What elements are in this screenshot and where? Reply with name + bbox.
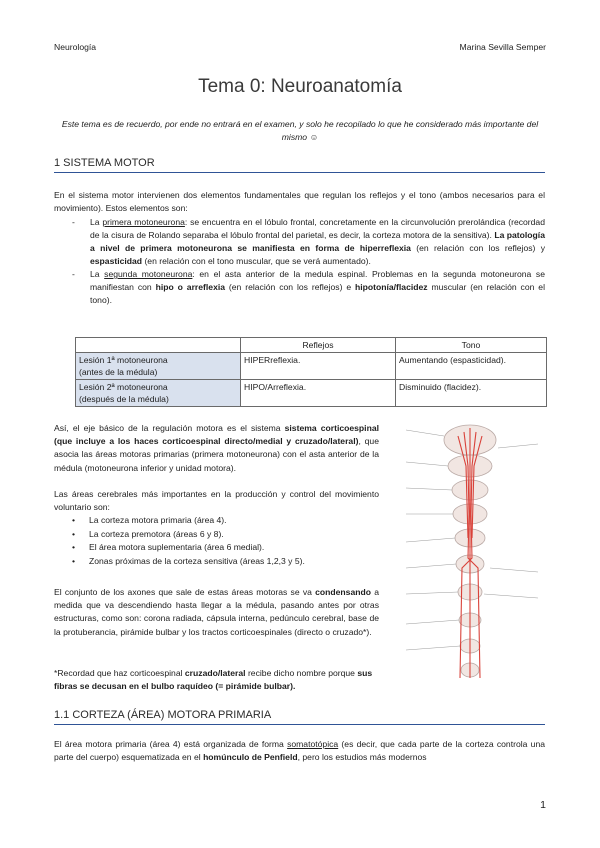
bullet-text: La corteza motora primaria (área 4).	[89, 515, 227, 525]
cell-reflejos: HIPO/Arreflexia.	[241, 380, 396, 407]
areas-intro-paragraph: Las áreas cerebrales más importantes en la producción y control del movimiento voluntario son:	[54, 489, 379, 513]
bullet-icon: •	[72, 528, 76, 539]
text: : en el asta anterior de la medula espinal. Problemas en la segunda motoneurona se manifiestan con	[90, 269, 545, 292]
cell-tono: Aumentando (espasticidad).	[396, 353, 547, 380]
section-intro-paragraph: En el sistema motor intervienen dos elementos fundamentales que regulan los reflejos y el tono (ambos necesarios para el movimiento). Estos elementos son:	[54, 190, 545, 213]
row-label-line: (después de la médula)	[79, 394, 169, 404]
section-heading-sistema-motor: 1 SISTEMA MOTOR	[54, 157, 545, 173]
bold-text: condensando	[315, 587, 371, 597]
text: (en relación con el tono muscular, que se verá aumentado).	[142, 256, 371, 266]
bullet-icon: •	[72, 542, 76, 552]
text: a medida que va descendiendo hasta llegar a la médula, pasando antes por otras estructuras, como son: corona radiada, cápsula interna, pedúnculo cerebral, base de la protuberancia, pirámide bulbar y los tractos corticoespinales (directo o cruzado*).	[54, 587, 379, 637]
motoneuron-list	[72, 216, 545, 307]
text: , pero los estudios más modernos	[297, 752, 427, 762]
dash-marker: -	[72, 269, 75, 279]
table-row	[76, 353, 547, 380]
text: El área motora primaria (área 4) está organizada de forma	[54, 739, 288, 749]
section-heading-corteza-motora: 1.1 CORTEZA (ÁREA) MOTORA PRIMARIA	[54, 709, 545, 725]
text: recibe dicho nombre porque	[245, 668, 358, 678]
term-segunda-motoneurona: segunda motoneurona	[104, 269, 193, 279]
table-row	[76, 380, 547, 407]
text: La	[90, 269, 105, 279]
term-primera-motoneurona: primera motoneurona	[102, 217, 185, 227]
text: , que asocia las áreas motoras primarias (primera motoneurona) con el asta anterior de la médula (motoneurona inferior y unidad motora).	[54, 436, 379, 473]
cell-tono: Disminuido (flacidez).	[396, 380, 547, 407]
bullet-icon: •	[72, 515, 76, 525]
bold-text: La patología a nivel de primera motoneurona se manifiesta en forma de hiperreflexia	[90, 230, 545, 253]
bold-text: homúnculo de Penfield	[203, 752, 298, 762]
footnote-cruzado	[54, 667, 384, 693]
list-item	[72, 541, 372, 555]
bullet-icon: •	[72, 555, 76, 566]
corteza-paragraph	[54, 738, 545, 764]
header-right: Marina Sevilla Semper	[459, 42, 546, 52]
list-item	[72, 555, 372, 569]
bold-text: espasticidad	[90, 256, 143, 266]
row-label-line: (antes de la médula)	[79, 367, 158, 377]
page-number: 1	[540, 799, 546, 811]
table-header-row	[76, 338, 547, 353]
axons-paragraph	[54, 586, 379, 639]
bold-text: sistema corticoespinal (que incluye a los haces corticoespinal directo/medial y cruzado/lateral)	[54, 423, 379, 447]
corticospinal-paragraph	[54, 422, 379, 475]
bold-text: cruzado/lateral	[184, 668, 246, 678]
list-item	[72, 514, 372, 528]
text: muscular (en relación con el tono).	[90, 282, 545, 305]
list-item	[72, 216, 545, 268]
bullet-text: El área motora suplementaria (área 6 medial).	[89, 542, 265, 552]
text: Así, el eje básico de la regulación motora es el sistema	[54, 423, 285, 433]
bullet-text: La corteza premotora (áreas 6 y 8).	[89, 528, 224, 539]
term-somatotopica: somatotópica	[287, 739, 339, 749]
bold-text: hipo o arreflexia	[155, 282, 226, 292]
corticospinal-tract-figure	[398, 418, 546, 690]
header-left: Neurología	[54, 42, 97, 52]
text: (es decir, que cada parte de la corteza controla una parte del cuerpo) esquematizada en el	[54, 739, 545, 762]
text: La	[90, 217, 103, 227]
text: : se encuentra en el lóbulo frontal, concretamente en la circunvolución prerolándica (recordad de la cisura de Rolando separaba el lóbulo frontal del parietal, es decir, la corteza motora de la sensitiva).	[90, 217, 545, 240]
table-header-tono: Tono	[396, 338, 547, 353]
areas-bullet-list	[72, 514, 372, 568]
lesion-table	[75, 337, 547, 407]
text: *Recordad que haz corticoespinal	[54, 668, 185, 678]
row-label	[76, 380, 241, 407]
row-label-line: Lesión 1ª motoneurona	[79, 355, 168, 365]
list-item	[72, 528, 372, 542]
page-title: Tema 0: Neuroanatomía	[198, 76, 402, 97]
row-label	[76, 353, 241, 380]
table-header-empty	[76, 338, 241, 353]
row-label-line: Lesión 2ª motoneurona	[79, 382, 168, 392]
table-header-reflejos: Reflejos	[241, 338, 396, 353]
intro-note: Este tema es de recuerdo, por ende no entrará en el examen, y solo he recopilado lo que he considerado más importante del mismo ☺	[61, 119, 539, 142]
list-item	[72, 268, 545, 307]
bold-text: sus fibras se decusan en el bulbo raquídeo (= pirámide bulbar).	[54, 668, 373, 691]
text: El conjunto de los axones que sale de estas áreas motoras se va	[54, 587, 316, 597]
bullet-text: Zonas próximas de la corteza sensitiva (áreas 1,2,3 y 5).	[89, 555, 305, 566]
bold-text: hipotonía/flacidez	[355, 282, 428, 292]
dash-marker: -	[72, 217, 75, 227]
cell-reflejos: HIPERreflexia.	[241, 353, 396, 380]
text: (en relación con los reflejos) e	[225, 282, 355, 292]
text: (en relación con los reflejos) y	[410, 243, 546, 253]
